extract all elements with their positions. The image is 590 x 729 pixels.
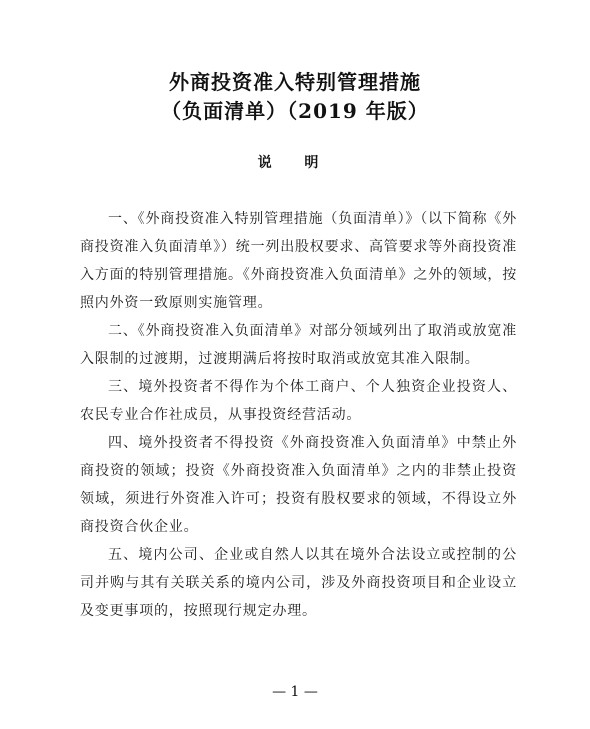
document-body — [80, 205, 517, 625]
page-number: — 1 — — [272, 684, 318, 700]
paragraph-1: 一、《外商投资准入特别管理措施（负面清单）》（以下简称《外商投资准入负面清单》）统一列出股权要求、高管要求等外商投资准入方面的特别管理措施。《外商投资准入负面清单》之外的领域，按照内外资一致原则实施管理。 — [80, 211, 517, 311]
paragraph-5: 五、境内公司、企业或自然人以其在境外合法设立或控制的公司并购与其有关联关系的境内公司，涉及外商投资项目和企业设立及变更事项的，按照现行规定办理。 — [80, 547, 517, 619]
section-heading: 说 明 — [257, 155, 333, 171]
paragraph-4: 四、境外投资者不得投资《外商投资准入负面清单》中禁止外商投资的领域；投资《外商投资准入负面清单》之内的非禁止投资领域，须进行外资准入许可；投资有股权要求的领域，不得设立外商投资合伙企业。 — [80, 435, 517, 535]
paragraph-3: 三、境外投资者不得作为个体工商户、个人独资企业投资人、农民专业合作社成员，从事投资经营活动。 — [80, 379, 517, 423]
paragraph-2: 二、《外商投资准入负面清单》对部分领域列出了取消或放宽准入限制的过渡期，过渡期满后将按时取消或放宽其准入限制。 — [80, 323, 517, 367]
document-subtitle: （负面清单）（2019 年版） — [161, 99, 429, 123]
document-title: 外商投资准入特别管理措施 — [169, 70, 421, 94]
